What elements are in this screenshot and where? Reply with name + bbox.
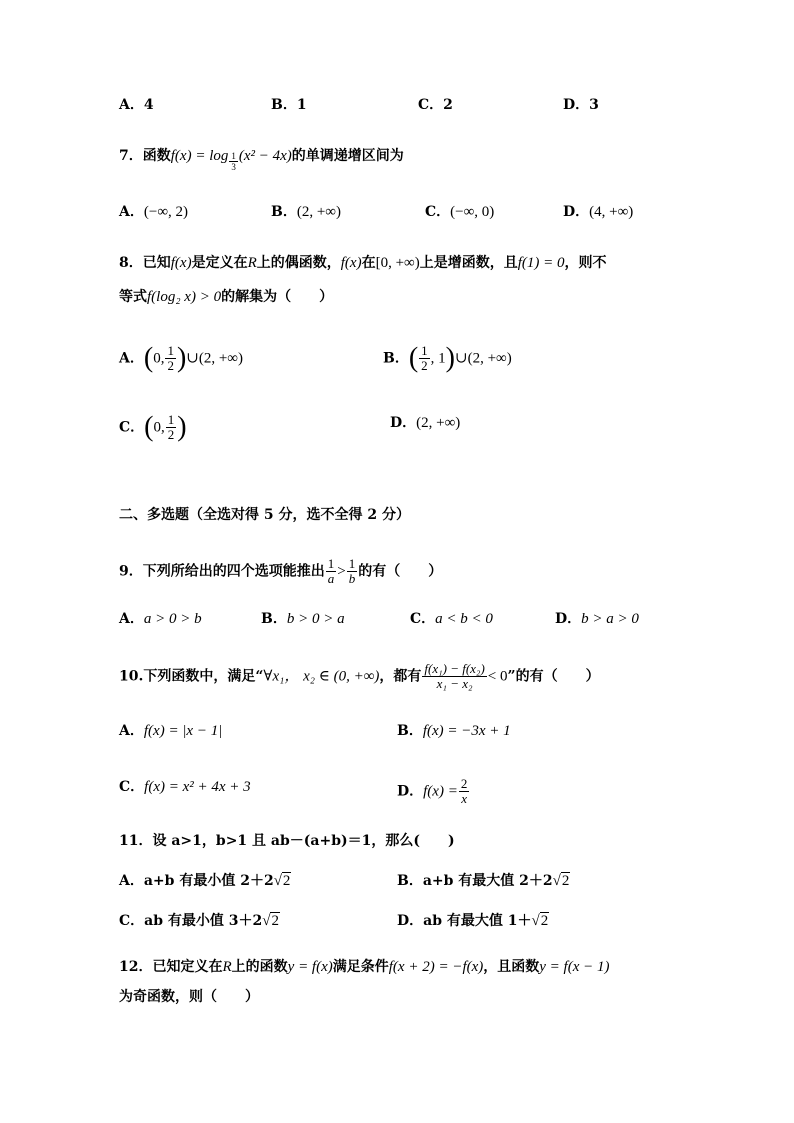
q9-stem: 9．下列所给出的四个选项能推出 $\frac{1}{a}$ > $\frac{1}{b}$ 的有（ ） [119, 556, 443, 586]
q7-option-b: B．(2, +∞) [271, 204, 341, 220]
q8-option-a: A．(0, $\frac{1}{2}$ )∪(2, +∞) [119, 342, 243, 374]
q7-log-base: $\frac{1}{3}$ [231, 151, 236, 172]
q7-arg: (x² − 4x) [238, 148, 292, 164]
q6-option-d: D．3 [563, 97, 599, 113]
q9-option-b: B．b > 0 > a [261, 611, 345, 627]
q6-option-a: A．4 [119, 97, 154, 113]
q10-option-b: B．f(x) = −3x + 1 [397, 723, 511, 739]
q11-option-d: D．ab 有最大值 1＋√2 [397, 913, 549, 929]
q10-option-c: C．f(x) = x² + 4x + 3 [119, 779, 251, 795]
q8-stem-line1: 8．已知f(x)是定义在R上的偶函数，f(x)在[0, +∞)上是增函数，且f(1) = 0，则不 [119, 255, 607, 271]
q8-option-c: C．(0, $\frac{1}{2}$ ) [119, 411, 187, 443]
q7-stem-pre: 7．函数 [119, 148, 171, 164]
q7-stem [119, 146, 404, 172]
q6-option-b: B．1 [271, 97, 307, 113]
q7-stem-post: 的单调递增区间为 [291, 148, 404, 164]
q7-option-a: A．(−∞, 2) [119, 204, 189, 220]
q11-option-b: B．a+b 有最大值 2＋2√2 [397, 873, 570, 889]
q11-option-a: A．a+b 有最小值 2＋2√2 [119, 873, 291, 889]
q7-func: f(x) = log [170, 148, 229, 164]
q10-stem: 10.下列函数中，满足“∀x₁， x₂ ∈ (0, +∞)，都有 $\frac{\text{f(x₁) − f(x₂)}}{\text{x₁ − x₂}}$ < 0”的有（ ） [119, 661, 600, 691]
q6-option-c: C．2 [418, 97, 453, 113]
q12-stem-line2: 为奇函数，则（ ） [119, 989, 259, 1005]
q9-option-a: A．a > 0 > b [119, 611, 202, 627]
q9-option-c: C．a < b < 0 [410, 611, 493, 627]
q8-stem-line2: 等式f(log₂ x) > 0的解集为（ ） [119, 289, 334, 305]
q8-option-d: D．(2, +∞) [390, 415, 461, 431]
q12-stem-line1: 12．已知定义在R上的函数y = f(x)满足条件f(x + 2) = −f(x)，且函数y = f(x − 1) [119, 959, 610, 975]
q10-option-d: D．f(x) = $\frac{2}{x}$ [397, 776, 468, 806]
section-heading-multi-choice: 二、多选题（全选对得 5 分，选不全得 2 分） [119, 507, 410, 523]
q8-option-b: B．( $\frac{1}{2}$ , 1)∪(2, +∞) [383, 342, 512, 374]
q11-stem: 11．设 a>1，b>1 且 ab－(a+b)＝1，那么( ) [119, 833, 455, 849]
q7-option-c: C．(−∞, 0) [425, 204, 495, 220]
q7-option-d: D．(4, +∞) [563, 204, 634, 220]
q9-option-d: D．b > a > 0 [555, 611, 639, 627]
q11-option-c: C．ab 有最小值 3＋2√2 [119, 913, 279, 929]
q10-option-a: A．f(x) = |x − 1| [119, 723, 223, 739]
